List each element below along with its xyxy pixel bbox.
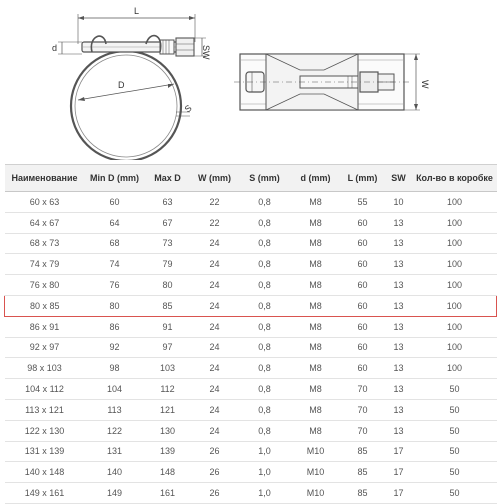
table-cell: 67	[145, 212, 191, 233]
table-cell: 0,8	[239, 358, 291, 379]
table-cell: M8	[291, 275, 341, 296]
technical-drawing	[0, 0, 500, 160]
table-cell: 100	[413, 233, 497, 254]
table-cell: 0,8	[239, 192, 291, 213]
table-cell: 13	[385, 358, 413, 379]
table-cell: 97	[145, 337, 191, 358]
table-cell: 50	[413, 483, 497, 504]
table-cell: 64 x 67	[5, 212, 85, 233]
table-cell: 17	[385, 441, 413, 462]
table-cell: 80 x 85	[5, 295, 85, 316]
table-cell: 0,8	[239, 399, 291, 420]
table-cell: 24	[191, 254, 239, 275]
table-cell: 68	[85, 233, 145, 254]
table-cell: 0,8	[239, 295, 291, 316]
spec-table	[4, 164, 497, 504]
table-row	[5, 483, 497, 504]
table-cell: 24	[191, 399, 239, 420]
clamp-drawing-svg	[0, 0, 500, 160]
table-cell: 13	[385, 233, 413, 254]
table-row	[5, 420, 497, 441]
table-cell: 112	[145, 379, 191, 400]
table-cell: 63	[145, 192, 191, 213]
dim-label-big-d: D	[118, 80, 125, 90]
table-cell: 100	[413, 337, 497, 358]
table-cell: 60	[341, 254, 385, 275]
table-cell: 79	[145, 254, 191, 275]
table-cell: M8	[291, 295, 341, 316]
table-cell: M8	[291, 212, 341, 233]
column-header: W (mm)	[191, 165, 239, 192]
table-cell: M8	[291, 337, 341, 358]
table-cell: 149	[85, 483, 145, 504]
table-cell: M8	[291, 420, 341, 441]
table-cell: 10	[385, 192, 413, 213]
table-cell: 85	[341, 441, 385, 462]
table-cell: 91	[145, 316, 191, 337]
table-cell: 70	[341, 420, 385, 441]
table-cell: 55	[341, 192, 385, 213]
table-cell: 86	[85, 316, 145, 337]
table-cell: 64	[85, 212, 145, 233]
table-cell: 74	[85, 254, 145, 275]
table-cell: 0,8	[239, 337, 291, 358]
table-row	[5, 233, 497, 254]
table-cell: 1,0	[239, 483, 291, 504]
table-cell: 50	[413, 441, 497, 462]
table-cell: 60 x 63	[5, 192, 85, 213]
table-cell: 13	[385, 399, 413, 420]
table-cell: 100	[413, 316, 497, 337]
table-row	[5, 295, 497, 316]
clamp-front-view	[58, 14, 206, 160]
table-cell: 24	[191, 379, 239, 400]
table-cell: 130	[145, 420, 191, 441]
table-cell: 60	[341, 295, 385, 316]
table-cell: 0,8	[239, 379, 291, 400]
table-cell: 1,0	[239, 462, 291, 483]
table-cell: 1,0	[239, 441, 291, 462]
table-cell: M8	[291, 316, 341, 337]
table-cell: 13	[385, 379, 413, 400]
table-row	[5, 399, 497, 420]
table-cell: 13	[385, 212, 413, 233]
table-row	[5, 254, 497, 275]
table-row	[5, 212, 497, 233]
column-header: Min D (mm)	[85, 165, 145, 192]
table-cell: 24	[191, 337, 239, 358]
table-cell: 85	[341, 462, 385, 483]
table-cell: 148	[145, 462, 191, 483]
column-header: Наименование	[5, 165, 85, 192]
table-cell: 80	[85, 295, 145, 316]
table-row	[5, 192, 497, 213]
table-row	[5, 462, 497, 483]
column-header: Max D	[145, 165, 191, 192]
table-cell: 24	[191, 420, 239, 441]
table-cell: 0,8	[239, 275, 291, 296]
table-cell: 50	[413, 462, 497, 483]
table-cell: 24	[191, 358, 239, 379]
column-header: SW	[385, 165, 413, 192]
table-cell: 0,8	[239, 254, 291, 275]
table-cell: 24	[191, 316, 239, 337]
table-cell: M8	[291, 399, 341, 420]
table-cell: 104 x 112	[5, 379, 85, 400]
table-cell: 131	[85, 441, 145, 462]
table-cell: 26	[191, 441, 239, 462]
table-cell: 100	[413, 192, 497, 213]
table-cell: 17	[385, 483, 413, 504]
table-header-row	[5, 165, 497, 192]
table-cell: 73	[145, 233, 191, 254]
table-cell: 22	[191, 192, 239, 213]
table-cell: 13	[385, 254, 413, 275]
dim-label-w: W	[420, 80, 430, 89]
table-cell: 13	[385, 337, 413, 358]
table-cell: 122 x 130	[5, 420, 85, 441]
dim-label-s: S	[182, 102, 194, 115]
column-header: L (mm)	[341, 165, 385, 192]
table-cell: 68 x 73	[5, 233, 85, 254]
table-cell: 0,8	[239, 316, 291, 337]
table-cell: 122	[85, 420, 145, 441]
column-header: d (mm)	[291, 165, 341, 192]
table-cell: 121	[145, 399, 191, 420]
table-cell: 131 x 139	[5, 441, 85, 462]
table-row	[5, 441, 497, 462]
table-row	[5, 337, 497, 358]
table-cell: M8	[291, 358, 341, 379]
table-cell: M10	[291, 441, 341, 462]
table-cell: 0,8	[239, 212, 291, 233]
table-row	[5, 358, 497, 379]
table-cell: 74 x 79	[5, 254, 85, 275]
table-cell: 100	[413, 295, 497, 316]
table-cell: 139	[145, 441, 191, 462]
table-cell: 85	[145, 295, 191, 316]
table-cell: 50	[413, 420, 497, 441]
table-cell: 24	[191, 233, 239, 254]
table-cell: 70	[341, 379, 385, 400]
clamp-top-view	[234, 54, 420, 110]
table-row	[5, 275, 497, 296]
table-cell: 24	[191, 295, 239, 316]
table-cell: 100	[413, 358, 497, 379]
table-cell: 50	[413, 399, 497, 420]
table-cell: 60	[341, 337, 385, 358]
table-row	[5, 379, 497, 400]
table-cell: M10	[291, 462, 341, 483]
table-cell: 80	[145, 275, 191, 296]
table-cell: 26	[191, 483, 239, 504]
table-cell: 60	[341, 212, 385, 233]
table-cell: 22	[191, 212, 239, 233]
table-cell: M8	[291, 233, 341, 254]
table-cell: 13	[385, 295, 413, 316]
table-cell: 13	[385, 420, 413, 441]
table-cell: 104	[85, 379, 145, 400]
table-cell: M8	[291, 379, 341, 400]
table-cell: 26	[191, 462, 239, 483]
table-cell: 92 x 97	[5, 337, 85, 358]
table-cell: 140	[85, 462, 145, 483]
column-header: Кол-во в коробке	[413, 165, 497, 192]
table-cell: 0,8	[239, 420, 291, 441]
table-cell: 140 x 148	[5, 462, 85, 483]
dim-label-sw: SW	[201, 45, 211, 60]
table-cell: 60	[341, 358, 385, 379]
table-cell: 103	[145, 358, 191, 379]
table-cell: 60	[85, 192, 145, 213]
dim-label-d: d	[52, 43, 58, 53]
table-row	[5, 316, 497, 337]
table-cell: 113 x 121	[5, 399, 85, 420]
table-cell: 98	[85, 358, 145, 379]
table-cell: 100	[413, 254, 497, 275]
table-cell: 13	[385, 275, 413, 296]
table-cell: M8	[291, 254, 341, 275]
table-cell: 161	[145, 483, 191, 504]
table-cell: 98 x 103	[5, 358, 85, 379]
table-cell: 113	[85, 399, 145, 420]
table-cell: 100	[413, 212, 497, 233]
table-cell: 0,8	[239, 233, 291, 254]
table-cell: 60	[341, 275, 385, 296]
table-cell: 92	[85, 337, 145, 358]
table-cell: M10	[291, 483, 341, 504]
table-cell: 24	[191, 275, 239, 296]
column-header: S (mm)	[239, 165, 291, 192]
table-cell: 100	[413, 275, 497, 296]
table-cell: 13	[385, 316, 413, 337]
table-cell: 76 x 80	[5, 275, 85, 296]
table-cell: 76	[85, 275, 145, 296]
table-body	[5, 192, 497, 504]
table-cell: 85	[341, 483, 385, 504]
table-cell: 70	[341, 399, 385, 420]
table-cell: 149 x 161	[5, 483, 85, 504]
table-cell: M8	[291, 192, 341, 213]
table-cell: 86 x 91	[5, 316, 85, 337]
table-cell: 60	[341, 233, 385, 254]
table-cell: 50	[413, 379, 497, 400]
dim-label-l: L	[134, 6, 140, 16]
table-cell: 60	[341, 316, 385, 337]
table-cell: 17	[385, 462, 413, 483]
